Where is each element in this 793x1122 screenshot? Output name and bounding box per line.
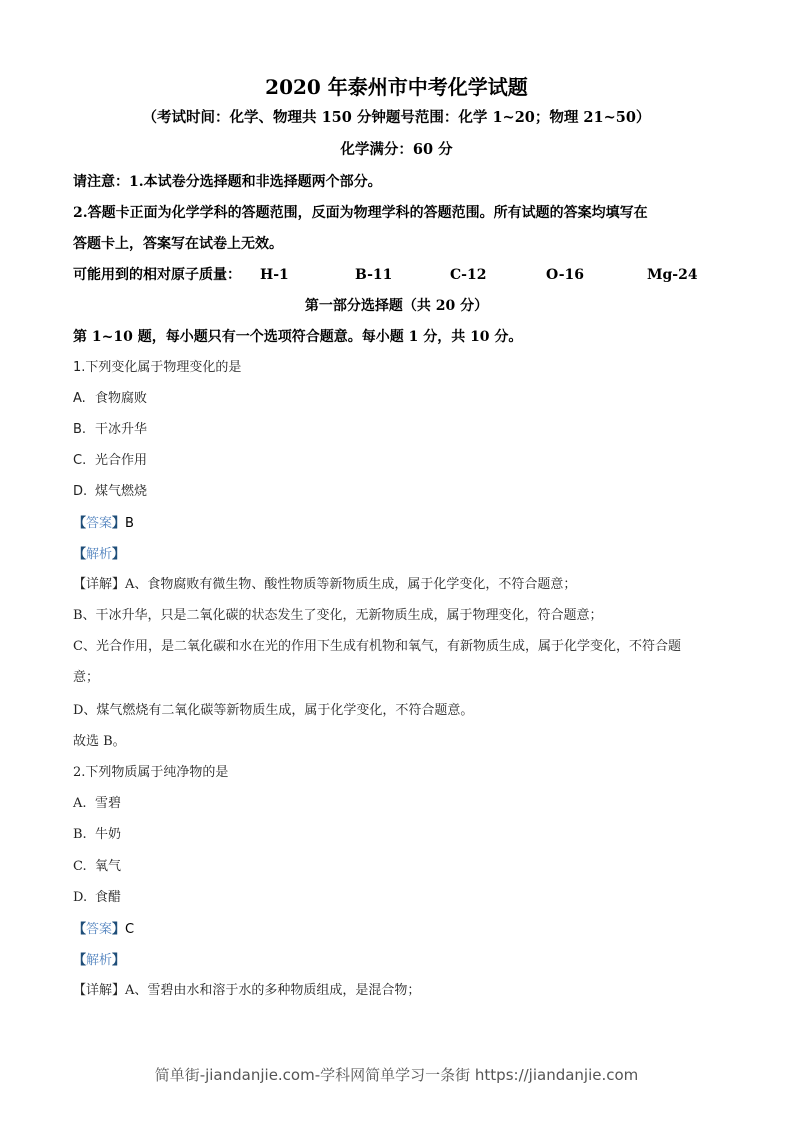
question-2-detail-line: 【详解】A、雪碧由水和溶于水的多种物质组成，是混合物；	[73, 983, 421, 998]
question-2-stem: 2.下列物质属于纯净物的是	[73, 765, 229, 780]
question-1-option-d: D. 煤气燃烧	[73, 484, 148, 499]
note-2-line-2: 答题卡上，答案写在试卷上无效。	[73, 236, 283, 252]
footer-watermark: 简单街-jiandanjie.com-学科网简单学习一条街 https://jiandanjie.com	[154, 1066, 639, 1084]
atomic-mass-b: B-11	[355, 267, 393, 283]
exam-time-subtitle: （考试时间：化学、物理共 150 分钟题号范围：化学 1~20；物理 21~50）	[142, 109, 651, 126]
question-2-option-b: B. 牛奶	[73, 827, 122, 842]
question-2-answer	[73, 920, 134, 939]
question-1-option-a: A. 食物腐败	[73, 391, 148, 406]
question-1-stem: 1.下列变化属于物理变化的是	[73, 360, 242, 375]
atomic-mass-mg: Mg-24	[647, 267, 698, 283]
atomic-mass-h: H-1	[260, 267, 289, 283]
answer-marker: 【答案】	[73, 922, 126, 937]
question-1-answer	[73, 514, 134, 533]
note-2-line-1: 2.答题卡正面为化学学科的答题范围，反面为物理学科的答题范围。所有试题的答案均填写在	[73, 205, 648, 221]
section-instruction: 第 1~10 题，每小题只有一个选项符合题意。每小题 1 分，共 10 分。	[73, 329, 523, 345]
note-1: 请注意：1.本试卷分选择题和非选择题两个部分。	[73, 174, 382, 190]
question-1-detail-line: C、光合作用，是二氧化碳和水在光的作用下生成有机物和氧气，有新物质生成，属于化学变化，不符合题	[73, 639, 681, 654]
question-2-option-a: A. 雪碧	[73, 796, 122, 811]
atomic-mass-row	[73, 266, 698, 284]
question-1-option-b: B. 干冰升华	[73, 422, 148, 437]
answer-value: C	[125, 922, 135, 937]
answer-marker: 【答案】	[73, 516, 126, 531]
question-1-detail-line: D、煤气燃烧有二氧化碳等新物质生成，属于化学变化，不符合题意。	[73, 703, 474, 718]
question-2-option-c: C. 氧气	[73, 859, 122, 874]
section-title: 第一部分选择题（共 20 分）	[304, 298, 489, 314]
page-title: 2020 年泰州市中考化学试题	[265, 75, 528, 99]
question-1-conclusion: 故选 B。	[73, 734, 126, 749]
atomic-mass-o: O-16	[546, 267, 585, 283]
answer-value: B	[125, 516, 134, 531]
question-2-analysis-marker: 【解析】	[73, 953, 126, 968]
question-1-option-c: C. 光合作用	[73, 453, 148, 468]
full-score: 化学满分：60 分	[340, 141, 453, 158]
question-1-detail-line: B、干冰升华，只是二氧化碳的状态发生了变化，无新物质生成，属于物理变化，符合题意；	[73, 608, 603, 623]
question-1-detail-line: 意；	[73, 670, 100, 685]
atomic-mass-label: 可能用到的相对原子质量：	[73, 267, 241, 283]
question-2-option-d: D. 食醋	[73, 890, 122, 905]
question-1-analysis-marker: 【解析】	[73, 547, 126, 562]
question-1-detail-line: 【详解】A、食物腐败有微生物、酸性物质等新物质生成，属于化学变化，不符合题意；	[73, 577, 577, 592]
atomic-mass-c: C-12	[450, 267, 487, 283]
